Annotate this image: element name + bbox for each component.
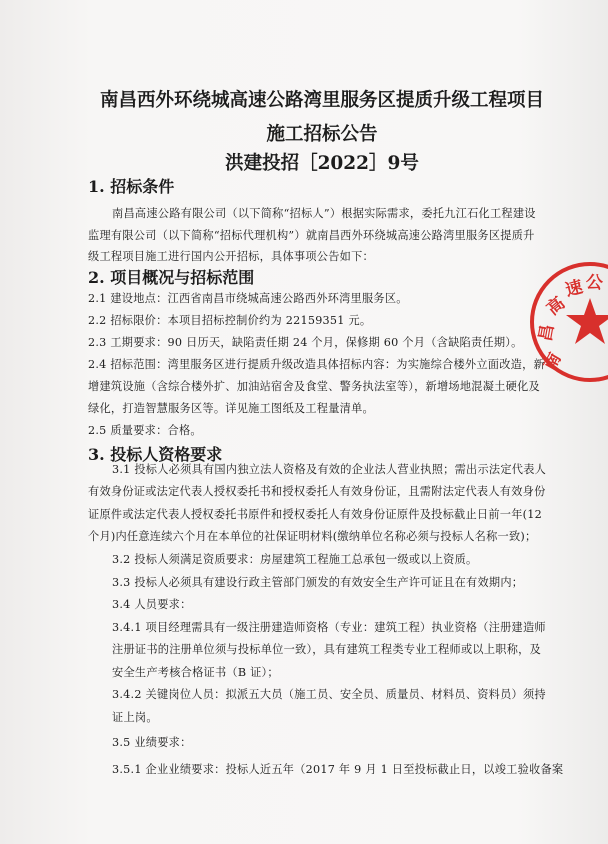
section-3-line: 证上岗。 [112,711,158,724]
seal-char: 公 [584,272,604,294]
section-1-line: 监理有限公司（以下简称“招标代理机构”）就南昌西外环绕城高速公路湾里服务区提质升 [88,229,535,242]
seal-char: 昌 [535,322,559,344]
seal-char: 南 [539,349,566,375]
seal-char: 速 [563,277,585,301]
doc-subtitle: 施工招标公告 [266,124,378,145]
section-1-heading: 1. 招标条件 [88,177,175,196]
section-3-line: 3.3 投标人必须具有建设行政主管部门颁发的有效安全生产许可证且在有效期内； [112,576,524,589]
section-1-line: 级工程项目施工进行国内公开招标，具体事项公告如下： [88,250,374,263]
section-2-line: 增建筑设施（含综合楼外扩、加油站宿舍及食堂、警务执法室等），新增场地混凝土硬化及 [88,380,540,393]
section-3-line: 3.1 投标人必须具有国内独立法人资格及有效的企业法人营业执照；需出示法定代表人 [112,463,547,476]
section-2-line: 2.4 招标范围：湾里服务区进行提质升级改造具体招标内容：为实施综合楼外立面改造，新 [88,358,545,371]
section-3-line: 注册证书的注册单位须与投标单位一致），具有建筑工程类专业工程师或以上职称，及 [112,643,542,656]
section-3-line: 3.4 人员要求： [112,598,192,611]
section-2-line: 2.3 工期要求：90 日历天，缺陷责任期 24 个月，保修期 60 个月（含缺陷责任期）。 [88,336,523,349]
section-2-heading: 2. 项目概况与招标范围 [88,268,255,287]
section-2-line: 2.5 质量要求：合格。 [88,424,202,437]
section-3-line: 安全生产考核合格证书（B 证）； [112,666,279,679]
section-2-line: 2.1 建设地点：江西省南昌市绕城高速公路西外环湾里服务区。 [88,292,408,305]
doc-title: 南昌西外环绕城高速公路湾里服务区提质升级工程项目 [99,90,544,111]
section-3-line: 个月)内任意连续六个月在本单位的社保证明材料(缴纳单位名称必须与投标人名称一致)； [88,530,537,543]
section-3-line: 有效身份证或法定代表人授权委托书和授权委托人有效身份证，且需附法定代表人有效身份 [88,485,546,498]
section-1-line: 南昌高速公路有限公司（以下简称“招标人”）根据实际需求，委托九江石化工程建设 [112,207,536,220]
section-2-line: 2.2 招标限价：本项目招标控制价约为 22159351 元。 [88,314,372,327]
section-3-line: 3.4.2 关键岗位人员：拟派五大员（施工员、安全员、质量员、材料员、资料员）须持 [112,688,546,701]
section-3-heading: 3. 投标人资格要求 [88,445,223,464]
seal-char: 高 [543,293,570,320]
seal-star-icon [566,298,608,344]
section-3-line: 3.2 投标人须满足资质要求：房屋建筑工程施工总承包一级或以上资质。 [112,553,478,566]
section-3-line: 证原件或法定代表人授权委托书原件和授权委托人有效身份证原件及投标截止日前一年(12 [88,508,542,521]
section-3-line: 3.5.1 企业业绩要求：投标人近五年（2017 年 9 月 1 日至投标截止日，以竣工验收备案 [112,763,564,776]
section-2-line: 绿化，打造智慧服务区等。详见施工图纸及工程量清单。 [88,402,374,415]
section-3-line: 3.5 业绩要求： [112,736,192,749]
section-3-line: 3.4.1 项目经理需具有一级注册建造师资格（专业：建筑工程）执业资格（注册建造师 [112,621,546,634]
doc-number: 洪建投招［2022］9号 [225,153,419,174]
